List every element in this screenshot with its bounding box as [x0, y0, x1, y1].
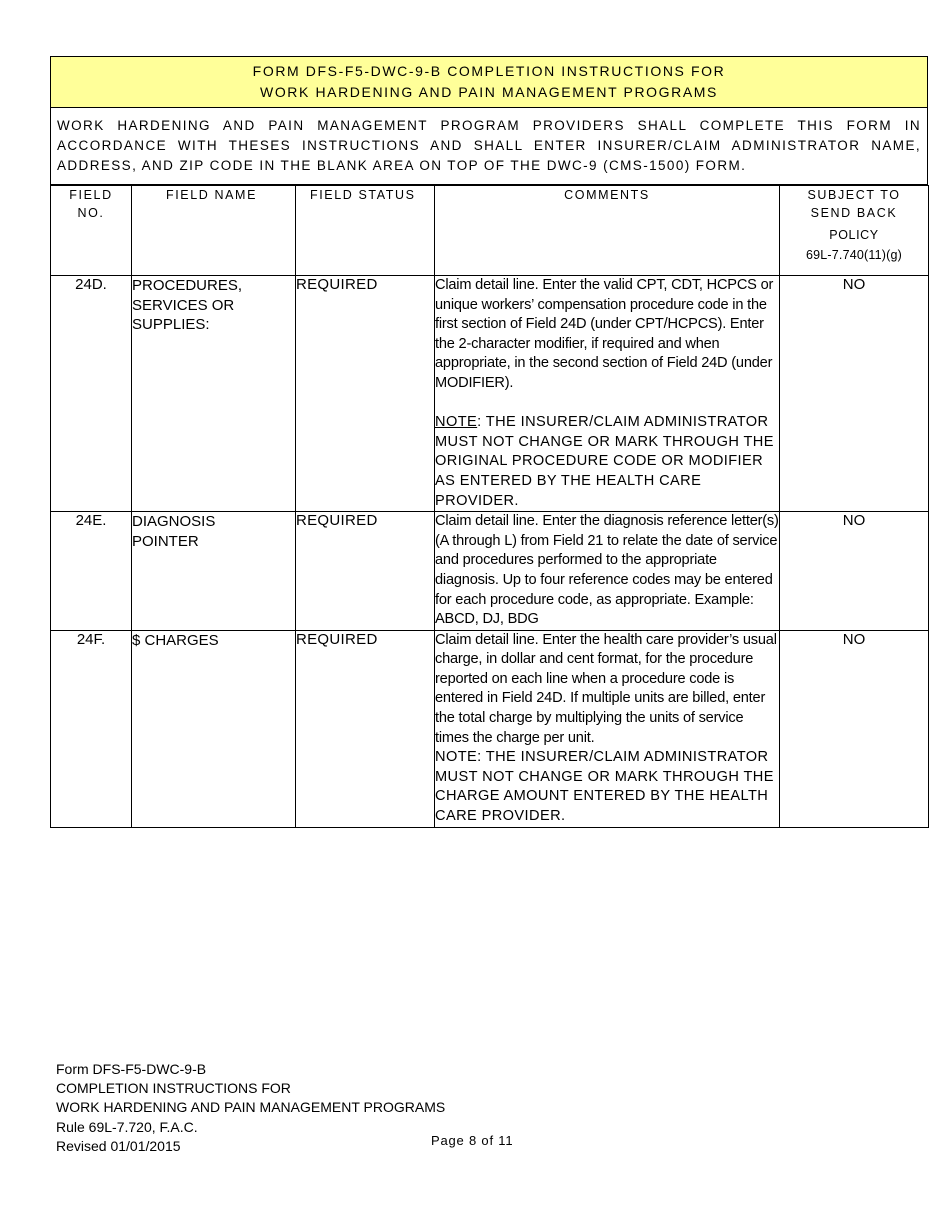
comment-text: Claim detail line. Enter the valid CPT, CDT, HCPCS or unique workers’ compensation procedure code in the first section of Field 24D (under CPT/HCPCS). Enter the 2-character modifier, if required and when appropriate, in the second section of Field 24D (under MODIFIER). — [435, 277, 774, 391]
field-no: 24F. — [51, 630, 132, 827]
col-field-name: FIELD NAME — [132, 186, 296, 276]
comment-text: Claim detail line. Enter the health care provider’s usual charge, in dollar and cent format, for the procedure reported on each line when a procedure code is entered in Field 24D. If multiple units are billed, enter the total charge by multiplying the units of service times the charge per unit. — [435, 631, 777, 746]
field-comments — [435, 512, 780, 631]
col-field-no-label-2: NO. — [77, 206, 105, 220]
field-name — [132, 630, 296, 827]
col-field-no — [51, 186, 132, 276]
col-field-no-label-1: FIELD — [69, 188, 113, 202]
col-subject-label-2: SEND BACK — [810, 206, 898, 220]
field-name-line: SUPPLIES: — [132, 316, 210, 333]
col-subject-label-3: POLICY — [829, 228, 879, 242]
field-name-line: PROCEDURES, — [132, 277, 243, 294]
table-row — [51, 276, 929, 512]
field-no: 24D. — [51, 276, 132, 512]
col-comments: COMMENTS — [435, 186, 780, 276]
form-title-line-2: WORK HARDENING AND PAIN MANAGEMENT PROGRAMS — [260, 84, 718, 100]
col-subject-to-send-back — [780, 186, 929, 276]
field-status: REQUIRED — [296, 276, 435, 512]
field-name-line: $ CHARGES — [132, 631, 219, 649]
field-name-line: POINTER — [132, 532, 199, 550]
field-name-line: SERVICES OR — [132, 296, 235, 314]
send-back-value: NO — [780, 512, 929, 631]
form-title-line-1: FORM DFS-F5-DWC-9-B COMPLETION INSTRUCTIONS FOR — [252, 63, 726, 79]
page-footer — [56, 1060, 445, 1156]
send-back-value: NO — [780, 276, 929, 512]
footer-title-1: COMPLETION INSTRUCTIONS FOR — [56, 1080, 291, 1097]
page-number: Page 8 of 11 — [431, 1133, 514, 1148]
table-row — [51, 630, 929, 827]
field-no: 24E. — [51, 512, 132, 631]
col-field-status: FIELD STATUS — [296, 186, 435, 276]
comment-note — [435, 413, 779, 511]
col-subject-label-1: SUBJECT TO — [807, 188, 901, 202]
note-label: NOTE — [435, 414, 478, 431]
form-title-banner — [50, 56, 928, 108]
footer-revised: Revised 01/01/2015 — [56, 1137, 181, 1154]
comment-text: Claim detail line. Enter the diagnosis reference letter(s) (A through L) from Field 21 to relate the date of service and procedures performed to the appropriate diagnosis. Up to four reference codes may be entered for each procedure code, as appropriate. Example: ABCD, DJ, BDG — [435, 513, 779, 628]
table-header-row — [51, 186, 929, 276]
instruction-document — [50, 56, 928, 828]
table-row — [51, 512, 929, 631]
field-comments — [435, 630, 780, 827]
col-subject-rule: 69L-7.740(11)(g) — [805, 248, 903, 262]
fields-table — [50, 185, 929, 828]
note-text: : THE INSURER/CLAIM ADMINISTRATOR MUST NOT CHANGE OR MARK THROUGH THE ORIGINAL PROCEDURE CODE OR MODIFIER AS ENTERED BY THE HEALTH CARE PROVIDER. — [435, 414, 774, 509]
field-name — [132, 276, 296, 512]
footer-form-id: Form DFS-F5-DWC-9-B — [56, 1061, 207, 1077]
instructions-intro: WORK HARDENING AND PAIN MANAGEMENT PROGRAM PROVIDERS SHALL COMPLETE THIS FORM IN ACCORDANCE WITH THESES INSTRUCTIONS AND SHALL ENTER INSURER/CLAIM ADMINISTRATOR NAME, ADDRESS, AND ZIP CODE IN THE BLANK AREA ON TOP OF THE DWC-9 (CMS-1500) FORM. — [50, 108, 928, 185]
field-name-line: DIAGNOSIS — [132, 513, 216, 531]
field-status: REQUIRED — [296, 630, 435, 827]
comment-note: NOTE: THE INSURER/CLAIM ADMINISTRATOR MUST NOT CHANGE OR MARK THROUGH THE CHARGE AMOUNT ENTERED BY THE HEALTH CARE PROVIDER. — [435, 749, 774, 825]
footer-title-2: WORK HARDENING AND PAIN MANAGEMENT PROGRAMS — [56, 1099, 446, 1116]
field-comments — [435, 276, 780, 512]
field-status: REQUIRED — [296, 512, 435, 631]
footer-rule: Rule 69L-7.720, F.A.C. — [56, 1118, 198, 1135]
field-name — [132, 512, 296, 631]
send-back-value: NO — [780, 630, 929, 827]
